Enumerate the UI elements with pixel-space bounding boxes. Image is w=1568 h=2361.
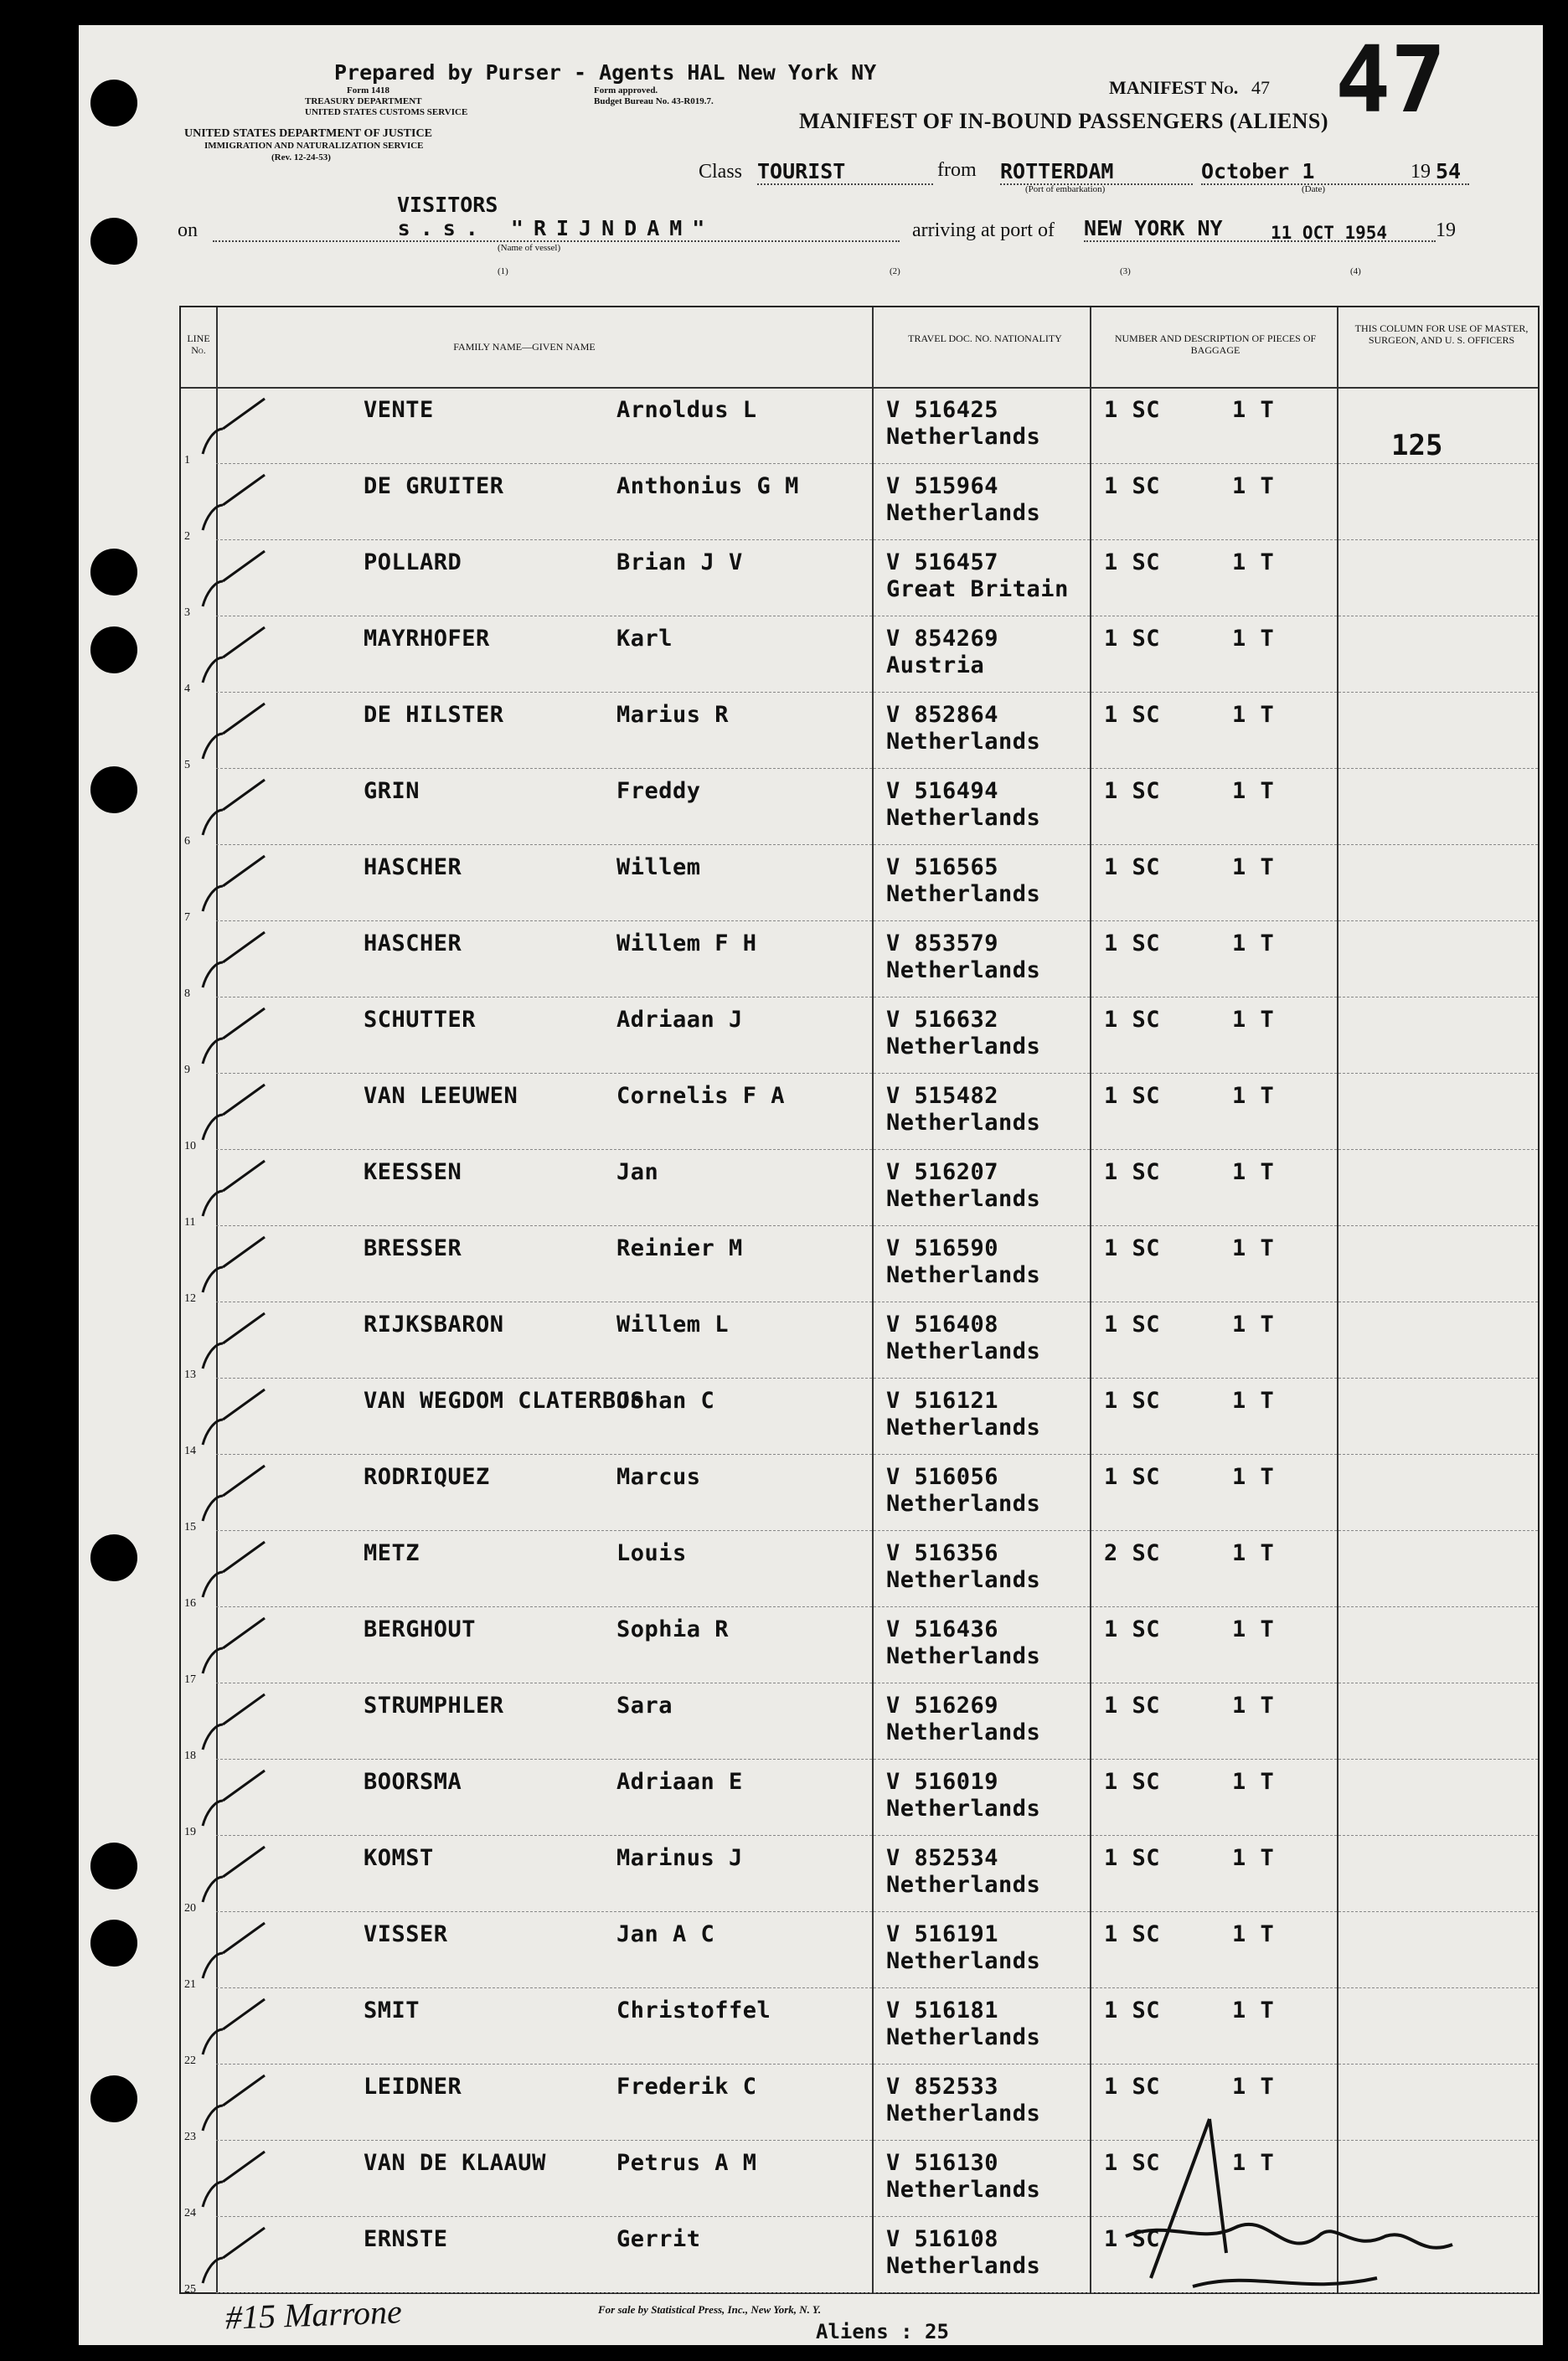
check-mark-icon — [198, 1310, 273, 1377]
family-name: POLLARD — [364, 549, 462, 575]
baggage-pieces: 1 SC — [1104, 778, 1161, 804]
table-row — [181, 1073, 1538, 1150]
baggage-pieces: 1 SC — [1104, 1388, 1161, 1414]
baggage-pieces: 1 SC — [1104, 2226, 1161, 2252]
baggage-trunks: 1 T — [1232, 1312, 1275, 1338]
baggage-trunks: 1 T — [1232, 473, 1275, 499]
table-row — [181, 1987, 1538, 2065]
table-row — [181, 1149, 1538, 1229]
travel-doc-number: V 516590 — [886, 1235, 999, 1261]
table-row — [181, 1302, 1538, 1379]
given-name: Willem — [616, 854, 701, 880]
table-row — [181, 1911, 1538, 1991]
baggage-trunks: 1 T — [1232, 1159, 1275, 1185]
baggage-pieces: 1 SC — [1104, 397, 1161, 423]
given-name: Johan C — [616, 1388, 715, 1414]
nationality: Netherlands — [886, 1110, 1041, 1136]
binder-hole — [90, 626, 137, 673]
family-name: METZ — [364, 1540, 420, 1566]
check-mark-icon — [198, 2072, 273, 2139]
line-number: 2 — [184, 530, 190, 543]
check-mark-icon — [198, 1996, 273, 2063]
line-number: 6 — [184, 835, 190, 848]
check-mark-icon — [198, 1081, 273, 1148]
baggage-pieces: 1 SC — [1104, 1769, 1161, 1795]
manifest-number-small: 47 — [1251, 77, 1270, 98]
family-name: HASCHER — [364, 930, 462, 956]
baggage-trunks: 1 T — [1232, 854, 1275, 880]
travel-doc-number: V 516108 — [886, 2226, 999, 2252]
nationality: Netherlands — [886, 2024, 1041, 2050]
handwritten-note: #15 Marrone — [224, 2292, 403, 2337]
line-number: 10 — [184, 1140, 196, 1152]
on-label: on — [178, 219, 198, 241]
given-name: Cornelis F A — [616, 1083, 786, 1109]
check-mark-icon — [198, 1920, 273, 1987]
given-name: Louis — [616, 1540, 687, 1566]
nationality: Netherlands — [886, 1643, 1041, 1669]
baggage-trunks: 1 T — [1232, 1616, 1275, 1642]
check-mark-icon — [198, 1234, 273, 1301]
baggage-pieces: 1 SC — [1104, 1998, 1161, 2023]
family-name: DE GRUITER — [364, 473, 504, 499]
given-name: Adriaan J — [616, 1007, 743, 1033]
line-number: 9 — [184, 1064, 190, 1076]
baggage-pieces: 1 SC — [1104, 1159, 1161, 1185]
check-mark-icon — [198, 1691, 273, 1758]
table-row — [181, 692, 1538, 769]
table-row — [181, 463, 1538, 543]
family-name: RIJKSBARON — [364, 1312, 504, 1338]
line-number: 16 — [184, 1597, 196, 1610]
check-mark-icon — [198, 929, 273, 996]
baggage-trunks: 1 T — [1232, 397, 1275, 423]
check-mark-icon — [198, 853, 273, 920]
baggage-trunks: 1 T — [1232, 1083, 1275, 1109]
travel-doc-number: V 852864 — [886, 702, 999, 728]
baggage-trunks: 1 T — [1232, 1388, 1275, 1414]
baggage-pieces: 1 SC — [1104, 473, 1161, 499]
family-name: LEIDNER — [364, 2074, 462, 2100]
line-number: 5 — [184, 759, 190, 771]
given-name: Gerrit — [616, 2226, 701, 2252]
line-number: 12 — [184, 1292, 196, 1305]
arriving-label: arriving at port of — [912, 219, 1055, 241]
line-number: 8 — [184, 987, 190, 1000]
travel-doc-number: V 854269 — [886, 626, 999, 652]
table-row — [181, 1530, 1538, 1610]
nationality: Great Britain — [886, 576, 1069, 602]
form-number: Form 1418 — [347, 85, 390, 95]
travel-doc-number: V 516457 — [886, 549, 999, 575]
baggage-pieces: 1 SC — [1104, 1616, 1161, 1642]
check-mark-icon — [198, 395, 273, 462]
baggage-pieces: 1 SC — [1104, 1693, 1161, 1719]
travel-doc-number: V 516019 — [886, 1769, 999, 1795]
travel-doc-number: V 516425 — [886, 397, 999, 423]
line-number: 7 — [184, 911, 190, 924]
given-name: Karl — [616, 626, 673, 652]
travel-doc-number: V 516356 — [886, 1540, 999, 1566]
nationality: Netherlands — [886, 500, 1041, 526]
manifest-label: MANIFEST No. — [1109, 77, 1239, 98]
year-prefix: 19 — [1411, 161, 1431, 183]
baggage-trunks: 1 T — [1232, 1693, 1275, 1719]
table-row — [181, 844, 1538, 924]
baggage-pieces: 1 SC — [1104, 1921, 1161, 1947]
travel-doc-number: V 516494 — [886, 778, 999, 804]
nationality: Netherlands — [886, 424, 1041, 450]
baggage-trunks: 1 T — [1232, 1007, 1275, 1033]
column-number-4: (4) — [1350, 266, 1361, 276]
travel-doc-number: V 516130 — [886, 2150, 999, 2176]
table-row — [181, 768, 1538, 848]
travel-doc-number: V 516181 — [886, 1998, 999, 2023]
port-caption: (Port of embarkation) — [1025, 184, 1106, 194]
nationality: Netherlands — [886, 1872, 1041, 1898]
nationality: Netherlands — [886, 1338, 1041, 1364]
class-value: TOURIST — [757, 159, 933, 185]
nationality: Netherlands — [886, 805, 1041, 831]
given-name: Willem F H — [616, 930, 757, 956]
officer-count-note: 125 — [1391, 429, 1443, 462]
class-label: Class — [699, 161, 743, 183]
travel-doc-number: V 516632 — [886, 1007, 999, 1033]
nationality: Netherlands — [886, 2101, 1041, 2126]
binder-hole — [90, 80, 137, 126]
line-number: 19 — [184, 1826, 196, 1838]
check-mark-icon — [198, 1462, 273, 1529]
family-name: SMIT — [364, 1998, 420, 2023]
table-row — [181, 387, 1538, 467]
nationality: Netherlands — [886, 729, 1041, 755]
given-name: Marinus J — [616, 1845, 743, 1871]
baggage-trunks: 1 T — [1232, 549, 1275, 575]
family-name: ERNSTE — [364, 2226, 448, 2252]
visitors-label: VISITORS — [397, 193, 498, 217]
given-name: Christoffel — [616, 1998, 771, 2023]
line-number: 21 — [184, 1978, 196, 1991]
officer-signature — [1101, 2111, 1503, 2295]
nationality: Netherlands — [886, 957, 1041, 983]
prepared-by-line: Prepared by Purser - Agents HAL New York NY — [334, 60, 877, 85]
check-mark-icon — [198, 776, 273, 843]
binder-hole — [90, 218, 137, 265]
passenger-rows — [181, 387, 1538, 2296]
family-name: STRUMPHLER — [364, 1693, 504, 1719]
given-name: Adriaan E — [616, 1769, 743, 1795]
column-number-2: (2) — [890, 266, 900, 276]
line-number: 20 — [184, 1902, 196, 1915]
treasury-department: TREASURY DEPARTMENT — [305, 96, 422, 106]
family-name: HASCHER — [364, 854, 462, 880]
given-name: Marcus — [616, 1464, 701, 1490]
family-name: BOORSMA — [364, 1769, 462, 1795]
travel-doc-number: V 516121 — [886, 1388, 999, 1414]
check-mark-icon — [198, 2224, 273, 2291]
given-name: Sara — [616, 1693, 673, 1719]
table-row — [181, 1759, 1538, 1836]
baggage-pieces: 1 SC — [1104, 1312, 1161, 1338]
binder-hole — [90, 766, 137, 813]
baggage-trunks: 1 T — [1232, 1540, 1275, 1566]
family-name: MAYRHOFER — [364, 626, 490, 652]
nationality: Netherlands — [886, 1567, 1041, 1593]
table-row — [181, 1454, 1538, 1534]
line-number: 11 — [184, 1216, 196, 1229]
line-number: 25 — [184, 2283, 196, 2296]
nationality: Netherlands — [886, 881, 1041, 907]
port-of-embarkation: ROTTERDAM — [1000, 159, 1193, 185]
check-mark-icon — [198, 1615, 273, 1682]
baggage-pieces: 1 SC — [1104, 626, 1161, 652]
travel-doc-number: V 853579 — [886, 930, 999, 956]
travel-doc-number: V 852533 — [886, 2074, 999, 2100]
col-header-travel-doc: TRAVEL DOC. NO. NATIONALITY — [908, 332, 1062, 344]
family-name: DE HILSTER — [364, 702, 504, 728]
nationality: Netherlands — [886, 1948, 1041, 1974]
family-name: VAN WEGDOM CLATERBOS — [364, 1388, 645, 1414]
travel-doc-number: V 516565 — [886, 854, 999, 880]
given-name: Freddy — [616, 778, 701, 804]
from-label: from — [937, 159, 977, 181]
arrival-date-stamp: 11 OCT 1954 — [1271, 223, 1388, 243]
table-row — [181, 539, 1538, 619]
col-header-line-no: LINE No. — [187, 332, 210, 356]
travel-doc-number: V 852534 — [886, 1845, 999, 1871]
nationality: Netherlands — [886, 1796, 1041, 1822]
line-number: 23 — [184, 2131, 196, 2143]
check-mark-icon — [198, 2148, 273, 2215]
column-number-1: (1) — [498, 266, 508, 276]
family-name: BRESSER — [364, 1235, 462, 1261]
table-row — [181, 997, 1538, 1074]
binder-hole — [90, 1534, 137, 1581]
family-name: RODRIQUEZ — [364, 1464, 490, 1490]
nationality: Netherlands — [886, 1491, 1041, 1517]
line-number: 24 — [184, 2207, 196, 2219]
baggage-pieces: 1 SC — [1104, 2074, 1161, 2100]
baggage-trunks: 1 T — [1232, 778, 1275, 804]
check-mark-icon — [198, 1539, 273, 1606]
baggage-trunks: 1 T — [1232, 702, 1275, 728]
line-number: 14 — [184, 1445, 196, 1457]
baggage-pieces: 1 SC — [1104, 1845, 1161, 1871]
given-name: Willem L — [616, 1312, 730, 1338]
line-number: 4 — [184, 683, 190, 695]
table-row — [181, 920, 1538, 1000]
line-number: 3 — [184, 606, 190, 619]
given-name: Arnoldus L — [616, 397, 757, 423]
given-name: Sophia R — [616, 1616, 730, 1642]
printer-credit: For sale by Statistical Press, Inc., New York, N. Y. — [598, 2303, 822, 2316]
travel-doc-number: V 516191 — [886, 1921, 999, 1947]
table-row — [181, 1225, 1538, 1305]
family-name: SCHUTTER — [364, 1007, 477, 1033]
col-header-officers: THIS COLUMN FOR USE OF MASTER, SURGEON, AND U. S. OFFICERS — [1354, 322, 1529, 346]
baggage-pieces: 1 SC — [1104, 1235, 1161, 1261]
revision-date: (Rev. 12-24-53) — [271, 152, 331, 162]
nationality: Netherlands — [886, 2177, 1041, 2203]
travel-doc-number: V 515964 — [886, 473, 999, 499]
immigration-service: IMMIGRATION AND NATURALIZATION SERVICE — [204, 141, 424, 151]
binder-hole — [90, 1920, 137, 1967]
baggage-trunks: 1 T — [1232, 1998, 1275, 2023]
check-mark-icon — [198, 1005, 273, 1072]
baggage-pieces: 1 SC — [1104, 1083, 1161, 1109]
binder-hole — [90, 2075, 137, 2122]
line-number: 13 — [184, 1369, 196, 1381]
family-name: VISSER — [364, 1921, 448, 1947]
given-name: Frederik C — [616, 2074, 757, 2100]
baggage-pieces: 1 SC — [1104, 854, 1161, 880]
given-name: Reinier M — [616, 1235, 743, 1261]
baggage-trunks: 1 T — [1232, 1769, 1275, 1795]
departure-date: October 1 — [1201, 159, 1469, 185]
family-name: BERGHOUT — [364, 1616, 477, 1642]
family-name: KOMST — [364, 1845, 434, 1871]
passenger-table — [179, 306, 1540, 2294]
check-mark-icon — [198, 548, 273, 615]
table-row — [181, 616, 1538, 693]
line-number: 22 — [184, 2054, 196, 2067]
line-number: 15 — [184, 1521, 196, 1534]
baggage-pieces: 1 SC — [1104, 2150, 1161, 2176]
given-name: Brian J V — [616, 549, 743, 575]
arrival-year: 19 — [1436, 219, 1456, 241]
arrival-port: NEW YORK NY — [1084, 216, 1436, 242]
family-name: GRIN — [364, 778, 420, 804]
check-mark-icon — [198, 1843, 273, 1910]
baggage-trunks: 1 T — [1232, 2150, 1275, 2176]
family-name: VENTE — [364, 397, 434, 423]
year-suffix: 54 — [1436, 159, 1462, 183]
form-approved: Form approved. — [594, 85, 658, 95]
baggage-pieces: 1 SC — [1104, 549, 1161, 575]
table-row — [181, 1378, 1538, 1455]
aliens-total: Aliens : 25 — [816, 2320, 949, 2343]
line-number: 1 — [184, 454, 190, 467]
baggage-pieces: 1 SC — [1104, 1464, 1161, 1490]
manifest-title: MANIFEST OF IN-BOUND PASSENGERS (ALIENS) — [799, 109, 1329, 133]
table-row — [181, 1683, 1538, 1760]
nationality: Austria — [886, 652, 985, 678]
travel-doc-number: V 515482 — [886, 1083, 999, 1109]
travel-doc-number: V 516269 — [886, 1693, 999, 1719]
baggage-trunks: 1 T — [1232, 1845, 1275, 1871]
check-mark-icon — [198, 1157, 273, 1224]
line-number: 17 — [184, 1673, 196, 1686]
table-row — [181, 1835, 1538, 1915]
vessel-caption: (Name of vessel) — [498, 243, 561, 253]
manifest-sheet — [79, 25, 1543, 2345]
baggage-trunks: 1 T — [1232, 626, 1275, 652]
given-name: Anthonius G M — [616, 473, 799, 499]
vessel-name: s.s. "RIJNDAM" — [213, 216, 900, 242]
justice-department: UNITED STATES DEPARTMENT OF JUSTICE — [184, 127, 432, 140]
baggage-trunks: 1 T — [1232, 1235, 1275, 1261]
check-mark-icon — [198, 624, 273, 691]
baggage-trunks: 1 T — [1232, 1921, 1275, 1947]
nationality: Netherlands — [886, 1415, 1041, 1441]
column-number-3: (3) — [1120, 266, 1131, 276]
baggage-pieces: 1 SC — [1104, 930, 1161, 956]
date-caption: (Date) — [1302, 184, 1326, 194]
travel-doc-number: V 516207 — [886, 1159, 999, 1185]
family-name: VAN LEEUWEN — [364, 1083, 518, 1109]
travel-doc-number: V 516056 — [886, 1464, 999, 1490]
baggage-trunks: 1 T — [1232, 1464, 1275, 1490]
customs-service: UNITED STATES CUSTOMS SERVICE — [305, 107, 468, 117]
nationality: Netherlands — [886, 1262, 1041, 1288]
check-mark-icon — [198, 700, 273, 767]
family-name: VAN DE KLAAUW — [364, 2150, 546, 2176]
col-header-baggage: NUMBER AND DESCRIPTION OF PIECES OF BAGGAGE — [1114, 332, 1317, 356]
family-name: KEESSEN — [364, 1159, 462, 1185]
nationality: Netherlands — [886, 1186, 1041, 1212]
given-name: Jan — [616, 1159, 659, 1185]
baggage-trunks: 1 T — [1232, 930, 1275, 956]
table-row — [181, 1606, 1538, 1686]
travel-doc-number: V 516436 — [886, 1616, 999, 1642]
travel-doc-number: V 516408 — [886, 1312, 999, 1338]
baggage-pieces: 1 SC — [1104, 702, 1161, 728]
check-mark-icon — [198, 1386, 273, 1453]
baggage-pieces: 1 SC — [1104, 1007, 1161, 1033]
nationality: Netherlands — [886, 1719, 1041, 1745]
check-mark-icon — [198, 1767, 273, 1834]
given-name: Marius R — [616, 702, 730, 728]
nationality: Netherlands — [886, 1034, 1041, 1059]
baggage-trunks: 1 T — [1232, 2074, 1275, 2100]
col-header-name: FAMILY NAME—GIVEN NAME — [453, 341, 596, 353]
budget-bureau: Budget Bureau No. 43-R019.7. — [594, 96, 714, 106]
manifest-number-large: 47 — [1335, 26, 1447, 133]
line-number: 18 — [184, 1750, 196, 1762]
given-name: Jan A C — [616, 1921, 715, 1947]
baggage-pieces: 2 SC — [1104, 1540, 1161, 1566]
given-name: Petrus A M — [616, 2150, 757, 2176]
binder-hole — [90, 549, 137, 595]
binder-hole — [90, 1843, 137, 1889]
check-mark-icon — [198, 472, 273, 539]
nationality: Netherlands — [886, 2253, 1041, 2279]
